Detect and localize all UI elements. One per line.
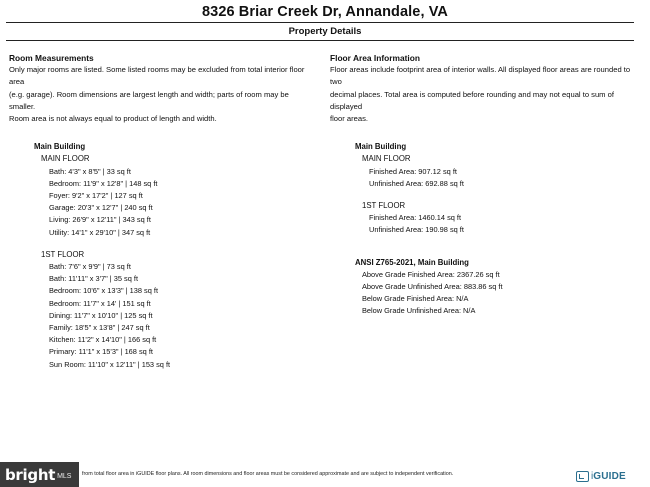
room-item: Foyer: 9'2" x 17'2" | 127 sq ft [49, 191, 143, 201]
room-item: Bath: 7'6" x 9'9" | 73 sq ft [49, 262, 131, 272]
description-line: Room area is not always equal to product of length and width. [9, 114, 217, 124]
room-item: Bath: 11'11" x 3'7" | 35 sq ft [49, 274, 139, 284]
room-item: Sun Room: 11'10" x 12'11" | 153 sq ft [49, 359, 171, 369]
building-name: Main Building [34, 142, 86, 152]
room-item: Bedroom: 11'9" x 12'8" | 148 sq ft [49, 178, 158, 188]
iguide-brand-guide: GUIDE [593, 471, 626, 482]
ansi-item: Above Grade Unfinished Area: 883.86 sq ft [362, 282, 503, 292]
room-item: Bath: 4'3" x 8'5" | 33 sq ft [49, 166, 131, 176]
iguide-logo [576, 471, 626, 482]
floor-name: MAIN FLOOR [41, 154, 90, 164]
iguide-brand-i: i [591, 471, 594, 482]
area-item: Unfinished Area: 692.88 sq ft [369, 178, 464, 188]
page-title: 8326 Briar Creek Dr, Annandale, VA [202, 4, 448, 20]
room-item: Bedroom: 10'6" x 13'3" | 138 sq ft [49, 286, 159, 296]
area-item: Finished Area: 907.12 sq ft [369, 166, 457, 176]
iguide-icon [576, 471, 589, 482]
room-measurements-section [9, 52, 314, 371]
room-item: Kitchen: 11'2" x 14'10" | 166 sq ft [49, 335, 157, 345]
room-item: Utility: 14'1" x 29'10" | 347 sq ft [49, 227, 151, 237]
description-line: decimal places. Total area is computed before rounding and may not equal to sum of displayed [330, 89, 614, 111]
footer [0, 458, 650, 487]
floor-area-section [330, 52, 635, 318]
area-item: Unfinished Area: 190.98 sq ft [369, 225, 464, 235]
ansi-item: Above Grade Finished Area: 2367.26 sq ft [362, 269, 500, 279]
room-measurements-heading: Room Measurements [9, 53, 94, 63]
area-item: Finished Area: 1460.14 sq ft [369, 213, 462, 223]
floor-name: 1ST FLOOR [362, 201, 406, 211]
ansi-heading: ANSI Z765-2021, Main Building [355, 257, 469, 267]
building-name: Main Building [355, 142, 407, 152]
description-line: floor areas. [330, 114, 368, 124]
room-item: Family: 18'5" x 13'8" | 247 sq ft [49, 323, 150, 333]
room-item: Garage: 20'3" x 12'7" | 240 sq ft [49, 203, 153, 213]
floor-name: 1ST FLOOR [41, 249, 85, 259]
room-measurements-description [9, 64, 314, 125]
ansi-item: Below Grade Unfinished Area: N/A [362, 306, 476, 316]
room-item: Primary: 11'1" x 15'3" | 168 sq ft [49, 347, 153, 357]
floor-name: MAIN FLOOR [362, 154, 411, 164]
page-subtitle: Property Details [288, 26, 362, 37]
description-line: Only major rooms are listed. Some listed rooms may be excluded from total interior floor area [9, 65, 305, 87]
bright-mls-logo [0, 462, 79, 487]
logo-mls-text: MLS [57, 473, 72, 480]
title-divider [6, 22, 634, 23]
description-line: Floor areas include footprint area of interior walls. All displayed floor areas are rounded to two [330, 65, 631, 87]
floor-area-description [330, 64, 635, 125]
room-item: Living: 26'9" x 12'11" | 343 sq ft [49, 215, 151, 225]
description-line: (e.g. garage). Room dimensions are largest length and width; parts of room may be smaller. [9, 89, 289, 111]
subtitle-divider [6, 40, 634, 41]
ansi-item: Below Grade Finished Area: N/A [362, 294, 469, 304]
footer-disclaimer: from total floor area in iGUIDE floor plans. All room dimensions and floor areas must be considered approximate and are subject to independent verification. [82, 471, 454, 477]
room-item: Bedroom: 11'7" x 14' | 151 sq ft [49, 298, 151, 308]
room-item: Dining: 11'7" x 10'10" | 125 sq ft [49, 310, 153, 320]
logo-bright-text: bright [5, 465, 56, 484]
floor-area-heading: Floor Area Information [330, 53, 420, 63]
